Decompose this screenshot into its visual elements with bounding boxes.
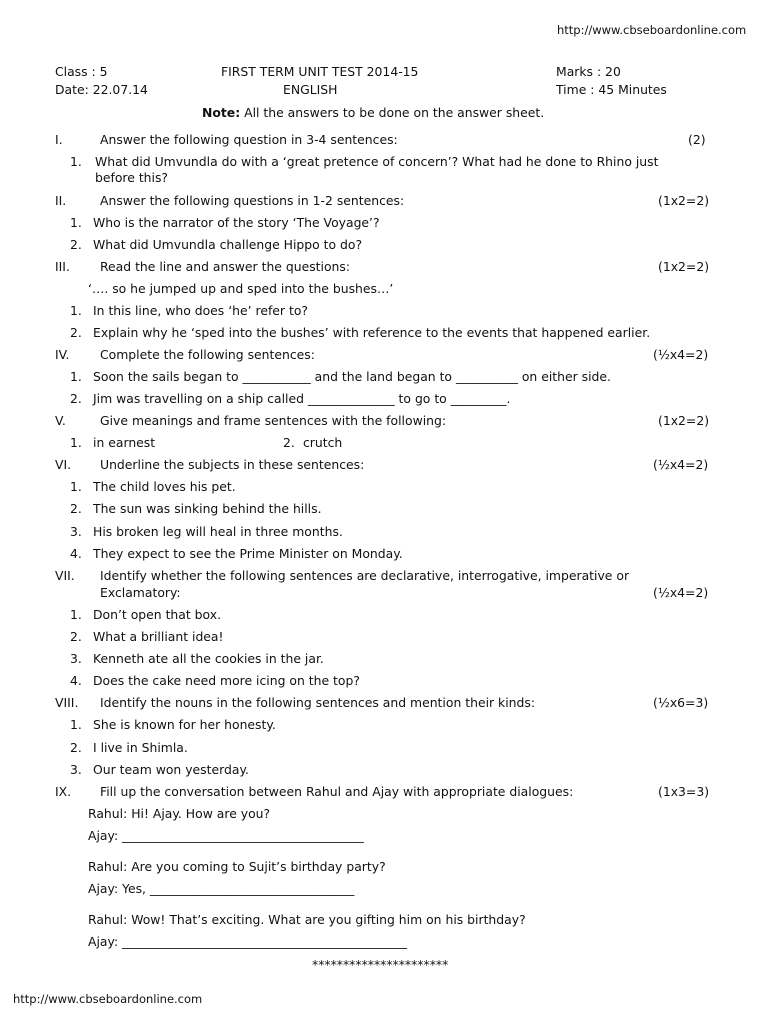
quote-line: ‘…. so he jumped up and sped into the bushes…’: [88, 281, 394, 296]
section-title: Underline the subjects in these sentences:: [100, 457, 365, 472]
question-text: She is known for her honesty.: [93, 717, 276, 732]
question-text: They expect to see the Prime Minister on Monday.: [93, 546, 403, 561]
question-number: 2.: [283, 435, 295, 450]
class-label: Class : 5: [55, 64, 108, 79]
question-text: Kenneth ate all the cookies in the jar.: [93, 651, 324, 666]
section-title: Identify whether the following sentences are declarative, interrogative, imperative or: [100, 568, 630, 583]
question-text: Jim was travelling on a ship called ______________ to go to _________.: [93, 391, 511, 406]
question-number: 1.: [70, 154, 82, 169]
question-text: What a brilliant idea!: [93, 629, 224, 644]
question-text: The sun was sinking behind the hills.: [93, 501, 322, 516]
question-text: crutch: [303, 435, 343, 450]
section-number: II.: [55, 193, 67, 208]
question-text: The child loves his pet.: [93, 479, 236, 494]
question-text: What did Umvundla do with a ‘great pretence of concern’? What had he done to Rhino just: [95, 154, 659, 169]
section-title-cont: Exclamatory:: [100, 585, 181, 600]
section-marks: (½x4=2): [653, 585, 709, 600]
dialogue-line: Rahul: Are you coming to Sujit’s birthday party?: [88, 859, 386, 874]
dialogue-blank: Ajay: Yes, _________________________________: [88, 881, 355, 896]
section-title: Identify the nouns in the following sentences and mention their kinds:: [100, 695, 536, 710]
question-number: 2.: [70, 629, 82, 644]
section-marks: (½x4=2): [653, 347, 709, 362]
section-title: Complete the following sentences:: [100, 347, 315, 362]
question-text: Our team won yesterday.: [93, 762, 249, 777]
subject-label: ENGLISH: [283, 82, 338, 97]
section-title: Give meanings and frame sentences with the following:: [100, 413, 447, 428]
footer-url: http://www.cbseboardonline.com: [13, 992, 203, 1006]
marks-label: Marks : 20: [556, 64, 621, 79]
question-number: 1.: [70, 215, 82, 230]
section-marks: (½x4=2): [653, 457, 709, 472]
test-title: FIRST TERM UNIT TEST 2014-15: [221, 64, 419, 79]
header-url: http://www.cbseboardonline.com: [557, 23, 747, 37]
question-text: I live in Shimla.: [93, 740, 188, 755]
time-label: Time : 45 Minutes: [556, 82, 667, 97]
dialogue-blank: Ajay: _______________________________________: [88, 828, 364, 843]
question-number: 3.: [70, 524, 82, 539]
section-marks: (1x2=2): [658, 413, 710, 428]
section-number: IX.: [55, 784, 72, 799]
question-text: In this line, who does ‘he’ refer to?: [93, 303, 308, 318]
note-text: All the answers to be done on the answer sheet.: [240, 105, 545, 120]
dialogue-blank: Ajay: ______________________________________________: [88, 934, 408, 949]
section-number: I.: [55, 132, 63, 147]
section-marks: (½x6=3): [653, 695, 709, 710]
question-number: 4.: [70, 673, 82, 688]
section-number: VII.: [55, 568, 75, 583]
question-text: in earnest: [93, 435, 156, 450]
question-number: 4.: [70, 546, 82, 561]
section-marks: (1x2=2): [658, 193, 710, 208]
question-number: 1.: [70, 369, 82, 384]
section-title: Answer the following questions in 1-2 sentences:: [100, 193, 405, 208]
question-number: 3.: [70, 651, 82, 666]
question-text-cont: before this?: [95, 170, 169, 185]
question-text: Don’t open that box.: [93, 607, 222, 622]
note-line: [202, 105, 544, 120]
question-number: 1.: [70, 717, 82, 732]
section-title: Fill up the conversation between Rahul and Ajay with appropriate dialogues:: [100, 784, 574, 799]
section-number: IV.: [55, 347, 70, 362]
dialogue-line: Rahul: Hi! Ajay. How are you?: [88, 806, 271, 821]
section-number: III.: [55, 259, 70, 274]
section-number: VI.: [55, 457, 72, 472]
question-number: 3.: [70, 762, 82, 777]
question-number: 2.: [70, 237, 82, 252]
section-marks: (1x2=2): [658, 259, 710, 274]
question-number: 2.: [70, 501, 82, 516]
section-title: Answer the following question in 3-4 sentences:: [100, 132, 398, 147]
section-marks: (1x3=3): [658, 784, 710, 799]
section-number: VIII.: [55, 695, 79, 710]
question-text: Who is the narrator of the story ‘The Voyage’?: [93, 215, 380, 230]
question-number: 1.: [70, 607, 82, 622]
section-title: Read the line and answer the questions:: [100, 259, 351, 274]
question-number: 1.: [70, 303, 82, 318]
question-text: His broken leg will heal in three months.: [93, 524, 343, 539]
dialogue-line: Rahul: Wow! That’s exciting. What are you gifting him on his birthday?: [88, 912, 526, 927]
question-number: 1.: [70, 435, 82, 450]
note-label: Note:: [202, 105, 241, 120]
end-stars: **********************: [312, 957, 449, 972]
date-label: Date: 22.07.14: [55, 82, 148, 97]
question-number: 2.: [70, 325, 82, 340]
question-number: 1.: [70, 479, 82, 494]
question-text: Explain why he ‘sped into the bushes’ with reference to the events that happened earlier.: [93, 325, 651, 340]
question-number: 2.: [70, 740, 82, 755]
question-text: What did Umvundla challenge Hippo to do?: [93, 237, 363, 252]
question-number: 2.: [70, 391, 82, 406]
question-text: Does the cake need more icing on the top?: [93, 673, 360, 688]
question-text: Soon the sails began to ___________ and the land began to __________ on either side.: [93, 369, 611, 384]
section-number: V.: [55, 413, 66, 428]
section-marks: (2): [688, 132, 706, 147]
